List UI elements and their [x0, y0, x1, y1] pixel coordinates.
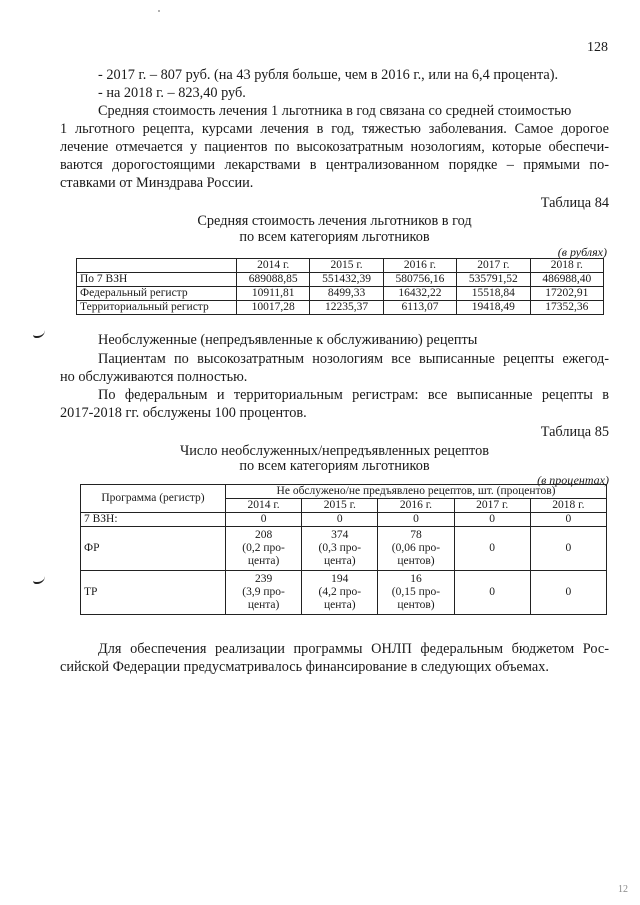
cell-line: цента) — [247, 555, 280, 567]
table-row — [81, 571, 607, 615]
table-cell — [378, 527, 454, 571]
table-cell — [226, 527, 302, 571]
row-label: 7 ВЗН: — [81, 513, 226, 527]
table-cell — [302, 571, 378, 615]
table-cell: 580756,16 — [383, 273, 456, 287]
table-cell: 10017,28 — [237, 301, 310, 315]
text-line: ваются дорогостоящими лекарствами в централизованном порядке – прямыми по- — [60, 157, 609, 173]
header-cell: 2017 г. — [457, 259, 530, 273]
program-header: Программа (регистр) — [81, 485, 226, 513]
cell-line: 208 — [254, 529, 273, 541]
table-cell: 10911,81 — [237, 287, 310, 301]
text-line: Для обеспечения реализации программы ОНЛП федеральным бюджетом Рос- — [98, 641, 609, 657]
table-row — [81, 527, 607, 571]
corner-mark: 12 — [618, 884, 628, 895]
group-header: Не обслужено/не предъявлено рецептов, шт. (процентов) — [226, 485, 607, 499]
table-cell: 0 — [530, 571, 606, 615]
text-line: лечение отмечается у пациентов по высокозатратным нозологиям, которые обеспечи- — [60, 139, 609, 155]
table-cell: 17202,91 — [530, 287, 603, 301]
text-line: Пациентам по высокозатратным нозологиям все выписанные рецепты ежегод- — [98, 351, 609, 367]
cell-line: (3,9 про- — [242, 586, 285, 598]
text-line: - на 2018 г. – 823,40 руб. — [98, 85, 246, 101]
table-label: Таблица 84 — [540, 195, 609, 211]
header-cell: 2018 г. — [530, 499, 606, 513]
header-cell: 2014 г. — [237, 259, 310, 273]
margin-mark — [33, 330, 45, 338]
text-line: 2017-2018 гг. обслужены 100 процентов. — [60, 405, 307, 421]
table-cell: 486988,40 — [530, 273, 603, 287]
text-line: Средняя стоимость лечения 1 льготника в год связана со средней стоимостью — [98, 103, 572, 119]
table-cell: 15518,84 — [457, 287, 530, 301]
table-cell: 0 — [454, 571, 530, 615]
scan-dot — [158, 10, 160, 12]
table-header-row — [77, 259, 604, 273]
table-row — [77, 273, 604, 287]
table-title: по всем категориям льготников — [239, 458, 430, 474]
table-cell: 0 — [454, 527, 530, 571]
table-cell: 19418,49 — [457, 301, 530, 315]
table-cell — [302, 527, 378, 571]
row-label: Территориальный регистр — [77, 301, 237, 315]
table-title: Число необслуженных/непредъявленных рецептов — [179, 443, 490, 459]
cell-line: цента) — [247, 599, 280, 611]
table-unit: (в процентах) — [537, 473, 609, 487]
header-cell: 2015 г. — [302, 499, 378, 513]
header-cell: 2015 г. — [310, 259, 383, 273]
row-label: По 7 ВЗН — [77, 273, 237, 287]
table-cell: 6113,07 — [383, 301, 456, 315]
cell-line: (0,06 про- — [391, 542, 441, 554]
margin-mark — [33, 576, 45, 584]
cell-line: 78 — [410, 529, 422, 541]
table-header-row — [81, 485, 607, 499]
cell-line: (4,2 про- — [318, 586, 362, 598]
text-line: сийской Федерации предусматривалось финансирование в следующих объемах. — [60, 659, 549, 675]
table-label: Таблица 85 — [540, 424, 609, 440]
cell-line: цента) — [324, 599, 356, 611]
table-cell: 0 — [302, 513, 378, 527]
row-label: ФР — [81, 527, 226, 571]
text-line: По федеральным и территориальным регистрам: все выписанные рецепты в — [98, 387, 609, 403]
table-cell: 689088,85 — [237, 273, 310, 287]
cell-line: 194 — [331, 573, 349, 585]
cell-line: (0,3 про- — [318, 542, 362, 554]
cell-line: цента) — [324, 555, 356, 567]
table-cell: 551432,39 — [310, 273, 383, 287]
table-title: по всем категориям льготников — [239, 229, 430, 245]
page-number: 128 — [587, 40, 608, 55]
table-cell: 0 — [454, 513, 530, 527]
unserved-prescriptions-table — [80, 484, 607, 615]
table-cell — [378, 571, 454, 615]
table-cell: 12235,37 — [310, 301, 383, 315]
header-cell: 2016 г. — [383, 259, 456, 273]
row-label: ТР — [81, 571, 226, 615]
table-row — [77, 287, 604, 301]
table-row — [81, 513, 607, 527]
header-cell — [77, 259, 237, 273]
cell-line: центов) — [397, 555, 435, 567]
header-cell: 2018 г. — [530, 259, 603, 273]
header-cell: 2014 г. — [226, 499, 302, 513]
table-unit: (в рублях) — [557, 245, 607, 259]
cell-line: 239 — [254, 573, 273, 585]
cell-line: (0,15 про- — [391, 586, 441, 598]
header-cell: 2017 г. — [454, 499, 530, 513]
cell-line: центов) — [397, 599, 435, 611]
table-title: Средняя стоимость лечения льготников в год — [197, 213, 472, 229]
text-line: - 2017 г. – 807 руб. (на 43 рубля больше, чем в 2016 г., или на 6,4 процента). — [98, 67, 559, 83]
cost-table — [76, 258, 604, 315]
header-cell: 2016 г. — [378, 499, 454, 513]
cell-line: 374 — [331, 529, 349, 541]
table-cell: 0 — [530, 513, 606, 527]
table-cell: 0 — [226, 513, 302, 527]
row-label: Федеральный регистр — [77, 287, 237, 301]
cell-line: 16 — [410, 573, 422, 585]
table-row — [77, 301, 604, 315]
table-cell: 8499,33 — [310, 287, 383, 301]
table-cell: 535791,52 — [457, 273, 530, 287]
table-cell: 0 — [530, 527, 606, 571]
table-cell — [226, 571, 302, 615]
text-line: но обслуживаются полностью. — [60, 369, 248, 385]
table-cell: 0 — [378, 513, 454, 527]
table-cell: 16432,22 — [383, 287, 456, 301]
text-line: 1 льготного рецепта, курсами лечения в год, тяжестью заболевания. Самое дорогое — [60, 121, 609, 137]
table-cell: 17352,36 — [530, 301, 603, 315]
cell-line: (0,2 про- — [242, 542, 285, 554]
text-line: ставками от Минздрава России. — [60, 175, 254, 191]
section-heading: Необслуженные (непредъявленные к обслуживанию) рецепты — [98, 332, 478, 348]
